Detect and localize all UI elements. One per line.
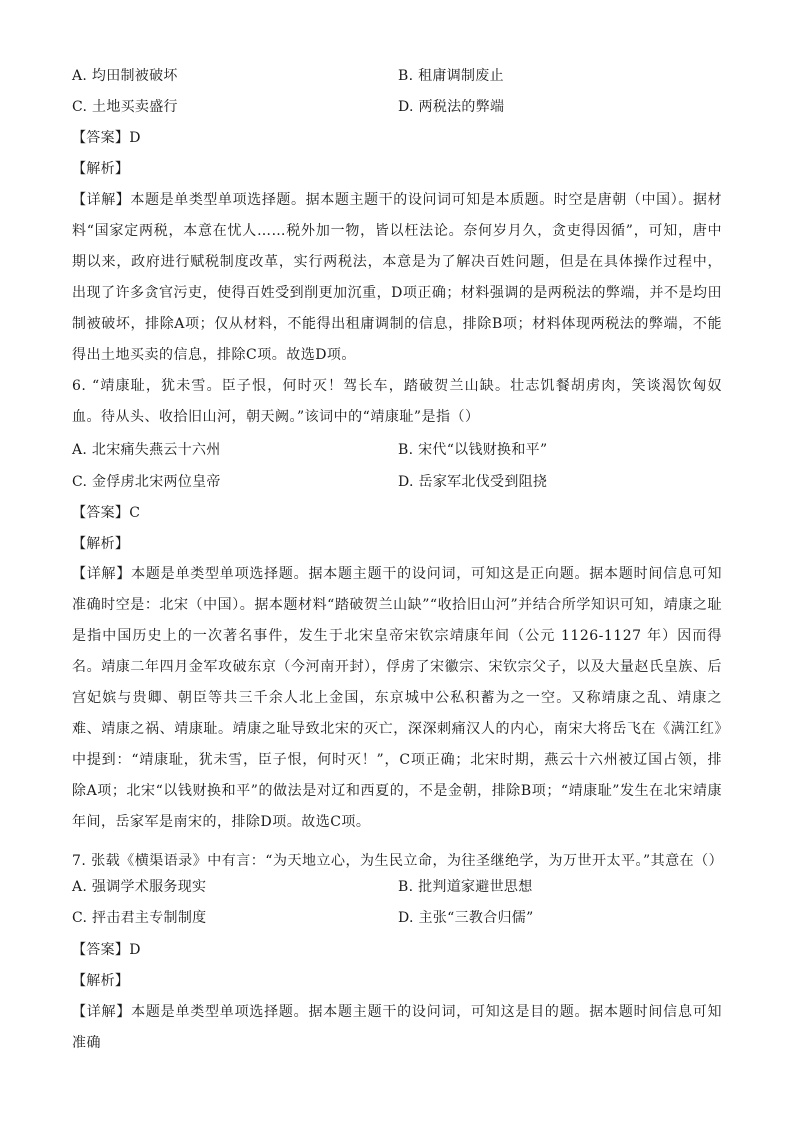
q6-answer: 【答案】C xyxy=(72,505,141,521)
q6-option-a: A. 北宋痛失燕云十六州 xyxy=(72,442,221,458)
q7-option-b: B. 批判道家避世思想 xyxy=(398,879,533,895)
q7-detail: 【详解】本题是单类型单项选择题。据本题主题干的设问词，可知这是目的题。据本题时间信息可知准确 xyxy=(72,1004,722,1051)
q6-option-b: B. 宋代“以钱财换和平” xyxy=(398,442,548,458)
q7-stem: 7. 张载《横渠语录》中有言：“为天地立心，为生民立命，为往圣继绝学，为万世开太平。”其意在（） xyxy=(72,853,724,869)
q6-option-d: D. 岳家军北伐受到阻挠 xyxy=(398,474,548,490)
q6-option-c: C. 金俘虏北宋两位皇帝 xyxy=(72,474,221,490)
q6-analysis-label: 【解析】 xyxy=(72,536,130,552)
q5-analysis-label: 【解析】 xyxy=(72,161,130,177)
q7-option-a: A. 强调学术服务现实 xyxy=(72,879,207,895)
q7-answer: 【答案】D xyxy=(72,942,141,958)
q5-option-c: C. 土地买卖盛行 xyxy=(72,99,178,115)
q7-option-c: C. 抨击君主专制制度 xyxy=(72,910,207,926)
q5-detail: 【详解】本题是单类型单项选择题。据本题主题干的设问词可知是本质题。时空是唐朝（中国）。据材料“国家定两税，本意在忧人……税外加一物，皆以枉法论。奈何岁月久，贪吏得因循”，可知，唐中期以来，政府进行赋税制度改革，实行两税法，本意是为了解决百姓问题，但是在具体操作过程中，出现了许多贪官污吏，使得百姓受到削更加沉重，D项正确；材料强调的是两税法的弊端，并不是均田制被破坏，排除A项；仅从材料，不能得出租庸调制的信息，排除B项；材料体现两税法的弊端，不能得出土地买卖的信息，排除C项。故选D项。 xyxy=(72,192,722,363)
q5-option-b: B. 租庸调制废止 xyxy=(398,68,504,84)
q7-analysis-label: 【解析】 xyxy=(72,973,130,989)
q7-option-d: D. 主张“三教合归儒” xyxy=(398,910,534,926)
q6-stem: 6. “靖康耻，犹未雪。臣子恨，何时灭！驾长车，踏破贺兰山缺。壮志饥餐胡虏肉，笑谈渴饮匈奴血。待从头、收拾旧山河，朝天阙。”该词中的“靖康耻”是指（） xyxy=(72,378,722,425)
q6-detail: 【详解】本题是单类型单项选择题。据本题主题干的设问词，可知这是正向题。据本题时间信息可知准确时空是：北宋（中国）。据本题材料“踏破贺兰山缺”“收拾旧山河”并结合所学知识可知，靖康之耻是指中国历史上的一次著名事件，发生于北宋皇帝宋钦宗靖康年间（公元 1126-1127 年）因而得名。靖康二年四月金军攻破东京（今河南开封），俘虏了宋徽宗、宋钦宗父子，以及大量赵氏皇族、后宫妃嫔与贵卿、朝臣等共三千余人北上金国，东京城中公私积蓄为之一空。又称靖康之乱、靖康之难、靖康之祸、靖康耻。靖康之耻导致北宋的灭亡，深深刺痛汉人的内心，南宋大将岳飞在《满江红》中提到：“靖康耻，犹未雪，臣子恨，何时灭！”，C项正确；北宋时期，燕云十六州被辽国占领，排除A项；北宋“以钱财换和平”的做法是对辽和西夏的，不是金朝，排除B项；“靖康耻”发生在北宋靖康年间，岳家军是南宋的，排除D项。故选C项。 xyxy=(72,566,722,830)
q5-option-a: A. 均田制被破坏 xyxy=(72,68,178,84)
q5-answer: 【答案】D xyxy=(72,130,141,146)
q5-option-d: D. 两税法的弊端 xyxy=(398,99,505,115)
